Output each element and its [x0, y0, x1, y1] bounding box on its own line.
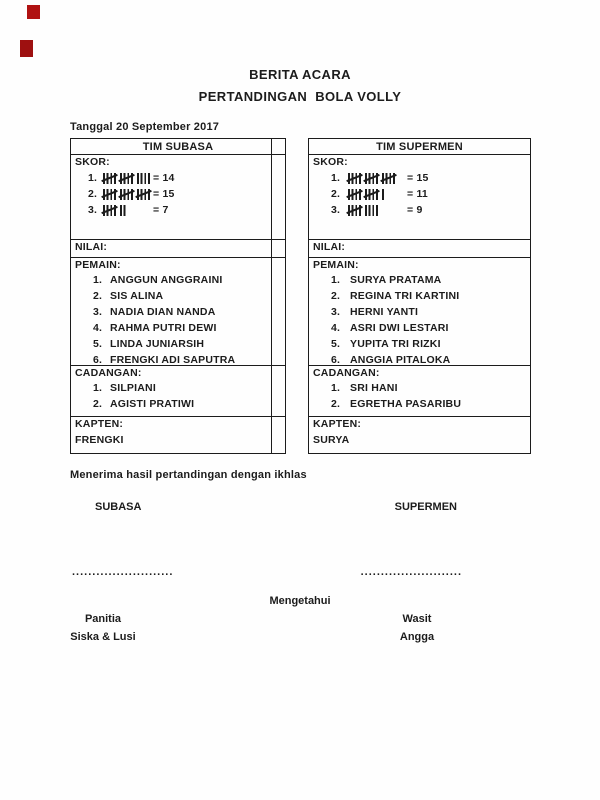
pemain-section — [71, 257, 285, 365]
closing-statement: Menerima hasil pertandingan dengan ikhlas — [70, 469, 307, 481]
player-item: SURYA PRATAMA — [350, 274, 442, 286]
panitia-label: Panitia — [84, 613, 122, 625]
player-item: LINDA JUNIARSIH — [110, 338, 205, 350]
skor-label: SKOR: — [313, 156, 348, 168]
kapten-label: KAPTEN: — [75, 418, 124, 430]
red-scan-artifact — [20, 40, 33, 57]
wasit-label: Wasit — [402, 613, 432, 625]
skor-section — [309, 154, 530, 239]
reserve-item: AGISTI PRATIWI — [110, 398, 195, 410]
team-header: TIM SUPERMEN — [376, 140, 463, 153]
pemain-section — [309, 257, 530, 365]
player-item: ANGGUN ANGGRAINI — [110, 274, 223, 286]
score-total: = 15 — [153, 188, 175, 200]
signature-team-left: SUBASA — [95, 501, 142, 513]
score-list — [309, 170, 530, 218]
tally-marks — [348, 189, 407, 200]
player-item: SIS ALINA — [110, 290, 164, 302]
signature-team-row — [95, 501, 457, 513]
player-item: NADIA DIAN NANDA — [110, 306, 216, 318]
reserve-list — [309, 380, 530, 412]
player-list — [71, 272, 285, 365]
signature-team-right: SUPERMEN — [394, 501, 457, 513]
score-total: = 9 — [407, 204, 423, 216]
player-item: HERNI YANTI — [350, 306, 419, 318]
player-item: YUPITA TRI RIZKI — [350, 338, 441, 350]
tally-marks — [348, 205, 407, 216]
team-table-subasa — [70, 138, 286, 454]
tally-marks — [103, 205, 153, 216]
nilai-section — [71, 239, 285, 257]
reserve-item: SRI HANI — [350, 382, 398, 394]
cadangan-section — [309, 365, 530, 416]
mengetahui-label: Mengetahui — [269, 595, 331, 607]
captain-name: SURYA — [313, 434, 350, 446]
score-total: = 11 — [407, 188, 428, 200]
red-scan-artifact — [27, 5, 40, 19]
page-subtitle: PERTANDINGAN BOLA VOLLY — [198, 89, 402, 104]
nilai-label: NILAI: — [75, 241, 108, 253]
date-label: Tanggal 20 September 2017 — [70, 121, 220, 133]
team-header: TIM SUBASA — [142, 140, 214, 153]
signature-dotted-line-left: ......................... — [72, 566, 174, 578]
kapten-label: KAPTEN: — [313, 418, 362, 430]
signature-lines-row — [72, 566, 462, 578]
player-item: RAHMA PUTRI DEWI — [110, 322, 217, 334]
panitia-name: Siska & Lusi — [70, 631, 136, 643]
score-row — [331, 202, 530, 218]
role-names-row — [38, 631, 482, 643]
tally-marks — [103, 173, 153, 184]
skor-label: SKOR: — [75, 156, 110, 168]
score-total: = 7 — [153, 204, 169, 216]
kapten-section — [309, 416, 530, 453]
player-item: REGINA TRI KARTINI — [350, 290, 460, 302]
reserve-item: SILPIANI — [110, 382, 156, 394]
score-row — [88, 186, 285, 202]
reserve-item: EGRETHA PASARIBU — [350, 398, 462, 410]
score-row — [331, 170, 530, 186]
match-tables — [70, 138, 531, 454]
player-item: FRENGKI ADI SAPUTRA — [110, 354, 236, 365]
score-total: = 15 — [407, 172, 429, 184]
pemain-label: PEMAIN: — [313, 259, 359, 271]
cadangan-label: CADANGAN: — [313, 367, 380, 379]
score-row — [88, 170, 285, 186]
pemain-label: PEMAIN: — [75, 259, 121, 271]
nilai-section — [309, 239, 530, 257]
score-row — [331, 186, 530, 202]
tally-marks — [348, 173, 407, 184]
nilai-label: NILAI: — [313, 241, 346, 253]
score-list — [71, 170, 285, 218]
page-title: BERITA ACARA — [249, 67, 351, 82]
player-item: ANGGIA PITALOKA — [350, 354, 451, 365]
skor-section — [71, 154, 285, 239]
wasit-name: Angga — [399, 631, 435, 643]
player-item: ASRI DWI LESTARI — [350, 322, 449, 334]
team-table-supermen — [308, 138, 531, 454]
cadangan-label: CADANGAN: — [75, 367, 142, 379]
score-total: = 14 — [153, 172, 175, 184]
tally-marks — [103, 189, 153, 200]
cadangan-section — [71, 365, 285, 416]
player-list — [309, 272, 530, 365]
reserve-list — [71, 380, 285, 412]
score-row — [88, 202, 285, 218]
captain-name: FRENGKI — [75, 434, 124, 446]
signature-dotted-line-right: ......................... — [360, 566, 462, 578]
roles-row — [38, 613, 482, 625]
kapten-section — [71, 416, 285, 453]
